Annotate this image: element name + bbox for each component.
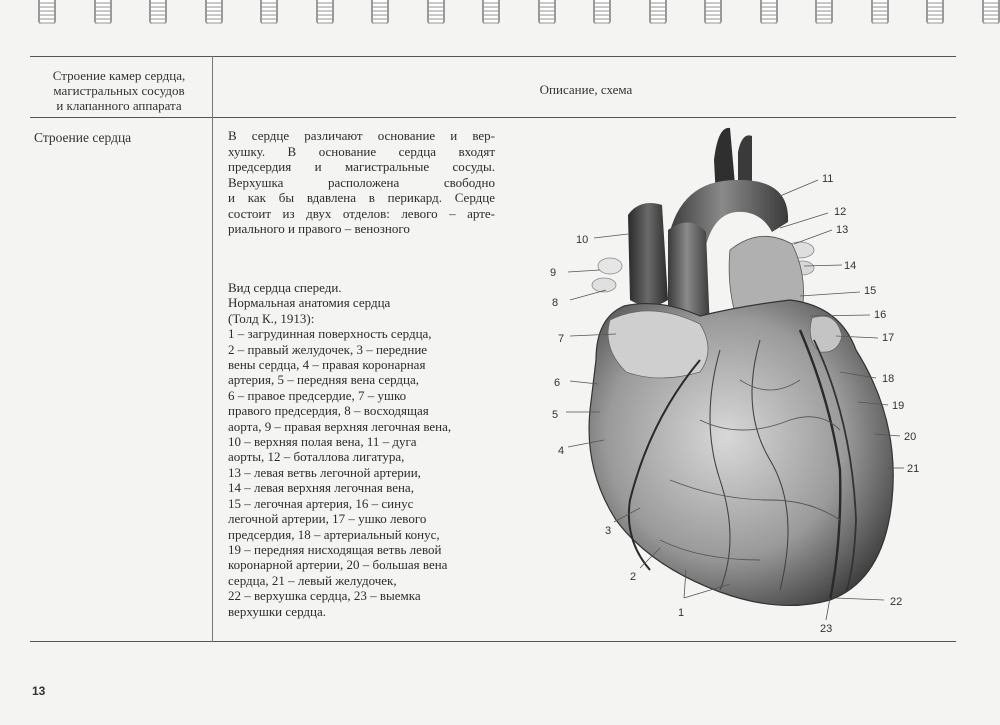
figure-label: 19 (892, 400, 905, 412)
figure-label: 7 (558, 333, 565, 345)
binding-ring (316, 0, 334, 24)
legend-line: вены сердца, 4 – правая коронарная (228, 357, 426, 373)
binding-ring (427, 0, 445, 24)
intro-line: Верхушка расположена свободно (228, 174, 495, 190)
figure-label: 10 (576, 234, 589, 246)
legend-line: легочной артерии, 17 – ушко левого (228, 511, 427, 527)
legend-line: сердца, 21 – левый желудочек, (228, 572, 397, 588)
figure-label: 13 (836, 224, 849, 236)
binding-ring (704, 0, 722, 24)
figure-label: 22 (890, 596, 903, 608)
spiral-binding (0, 0, 1000, 28)
legend-line: Вид сердца спереди. (228, 280, 342, 295)
figure-label: 12 (834, 206, 847, 218)
intro-line: риального и правого – венозного (228, 221, 410, 236)
figure-label: 8 (552, 297, 559, 309)
binding-ring (982, 0, 1000, 24)
figure-label: 9 (550, 267, 557, 279)
page-number: 13 (32, 684, 46, 698)
figure-label: 4 (558, 445, 565, 457)
legend-line: коронарной артерии, 20 – большая вена (228, 557, 448, 573)
figure-label: 17 (882, 332, 895, 344)
header-left-line: и клапанного аппарата (56, 98, 182, 113)
table-header-left (30, 68, 208, 113)
intro-line: состоит из двух отделов: левого – арте- (228, 205, 495, 221)
binding-ring (815, 0, 833, 24)
binding-ring (649, 0, 667, 24)
binding-ring (760, 0, 778, 24)
legend-line: 19 – передняя нисходящая ветвь левой (228, 541, 442, 557)
legend-line: 2 – правый желудочек, 3 – передние (228, 341, 428, 357)
figure-label: 14 (844, 260, 857, 272)
binding-ring (871, 0, 889, 24)
header-left-line: Строение камер сердца, (52, 68, 186, 83)
figure-label: 16 (874, 309, 887, 321)
legend-line: артерия, 5 – передняя вена сердца, (228, 372, 420, 388)
figure-label: 15 (864, 285, 877, 297)
legend-line: верхушки сердца. (228, 603, 326, 619)
figure-label: 5 (552, 409, 559, 421)
figure-legend (228, 280, 513, 619)
binding-ring (593, 0, 611, 24)
legend-line: Нормальная анатомия сердца (228, 295, 391, 311)
figure-label: 6 (554, 377, 561, 389)
intro-line: хушку. В основание сердца входят (228, 143, 495, 159)
binding-ring (205, 0, 223, 24)
binding-ring (926, 0, 944, 24)
table-bottom-rule (30, 641, 956, 642)
binding-ring (149, 0, 167, 24)
legend-line: 1 – загрудинная поверхность сердца, (228, 326, 432, 342)
binding-ring (260, 0, 278, 24)
legend-line: (Толд К., 1913): (228, 310, 315, 326)
binding-ring (94, 0, 112, 24)
legend-line: 6 – правое предсердие, 7 – ушко (228, 387, 407, 403)
figure-label: 1 (678, 607, 685, 619)
figure-label: 18 (882, 373, 895, 385)
legend-line: 15 – легочная артерия, 16 – синус (228, 495, 414, 511)
figure-label: 21 (907, 463, 920, 475)
intro-line: В сердце различают основание и вер- (228, 128, 495, 143)
legend-line: аорта, 9 – правая верхняя легочная вена, (228, 418, 452, 434)
right-pulmonary-vein (592, 278, 616, 292)
legend-line: 22 – верхушка сердца, 23 – выемка (228, 588, 421, 604)
heart-anatomy-figure (540, 118, 940, 638)
legend-line: 14 – левая верхняя легочная вена, (228, 480, 414, 496)
binding-ring (538, 0, 556, 24)
legend-line: 13 – левая ветвь легочной артерии, (228, 464, 421, 480)
table-column-divider (212, 56, 213, 642)
intro-paragraph (228, 128, 495, 237)
section-title: Строение сердца (34, 130, 132, 145)
right-pulmonary-vein (598, 258, 622, 274)
figure-label: 2 (630, 571, 637, 583)
header-left-line: магистральных сосудов (53, 83, 185, 98)
legend-line: аорты, 12 – боталлова лигатура, (228, 449, 405, 465)
intro-line: и как бы вдавлена в перикард. Сердце (228, 190, 495, 205)
superior-vena-cava (628, 203, 668, 306)
legend-line: предсердия, 18 – артериальный конус, (228, 526, 440, 542)
intro-line: предсердия и магистральные сосуды. (228, 159, 495, 174)
table-top-rule (30, 56, 956, 57)
figure-label: 11 (822, 173, 834, 185)
table-header-right: Описание, схема (539, 82, 633, 97)
binding-ring (371, 0, 389, 24)
figure-label: 23 (820, 623, 833, 635)
figure-label: 20 (904, 431, 917, 443)
binding-ring (482, 0, 500, 24)
binding-ring (38, 0, 56, 24)
legend-line: 10 – верхняя полая вена, 11 – дуга (228, 434, 417, 450)
legend-line: правого предсердия, 8 – восходящая (228, 403, 429, 419)
figure-label: 3 (605, 525, 612, 537)
